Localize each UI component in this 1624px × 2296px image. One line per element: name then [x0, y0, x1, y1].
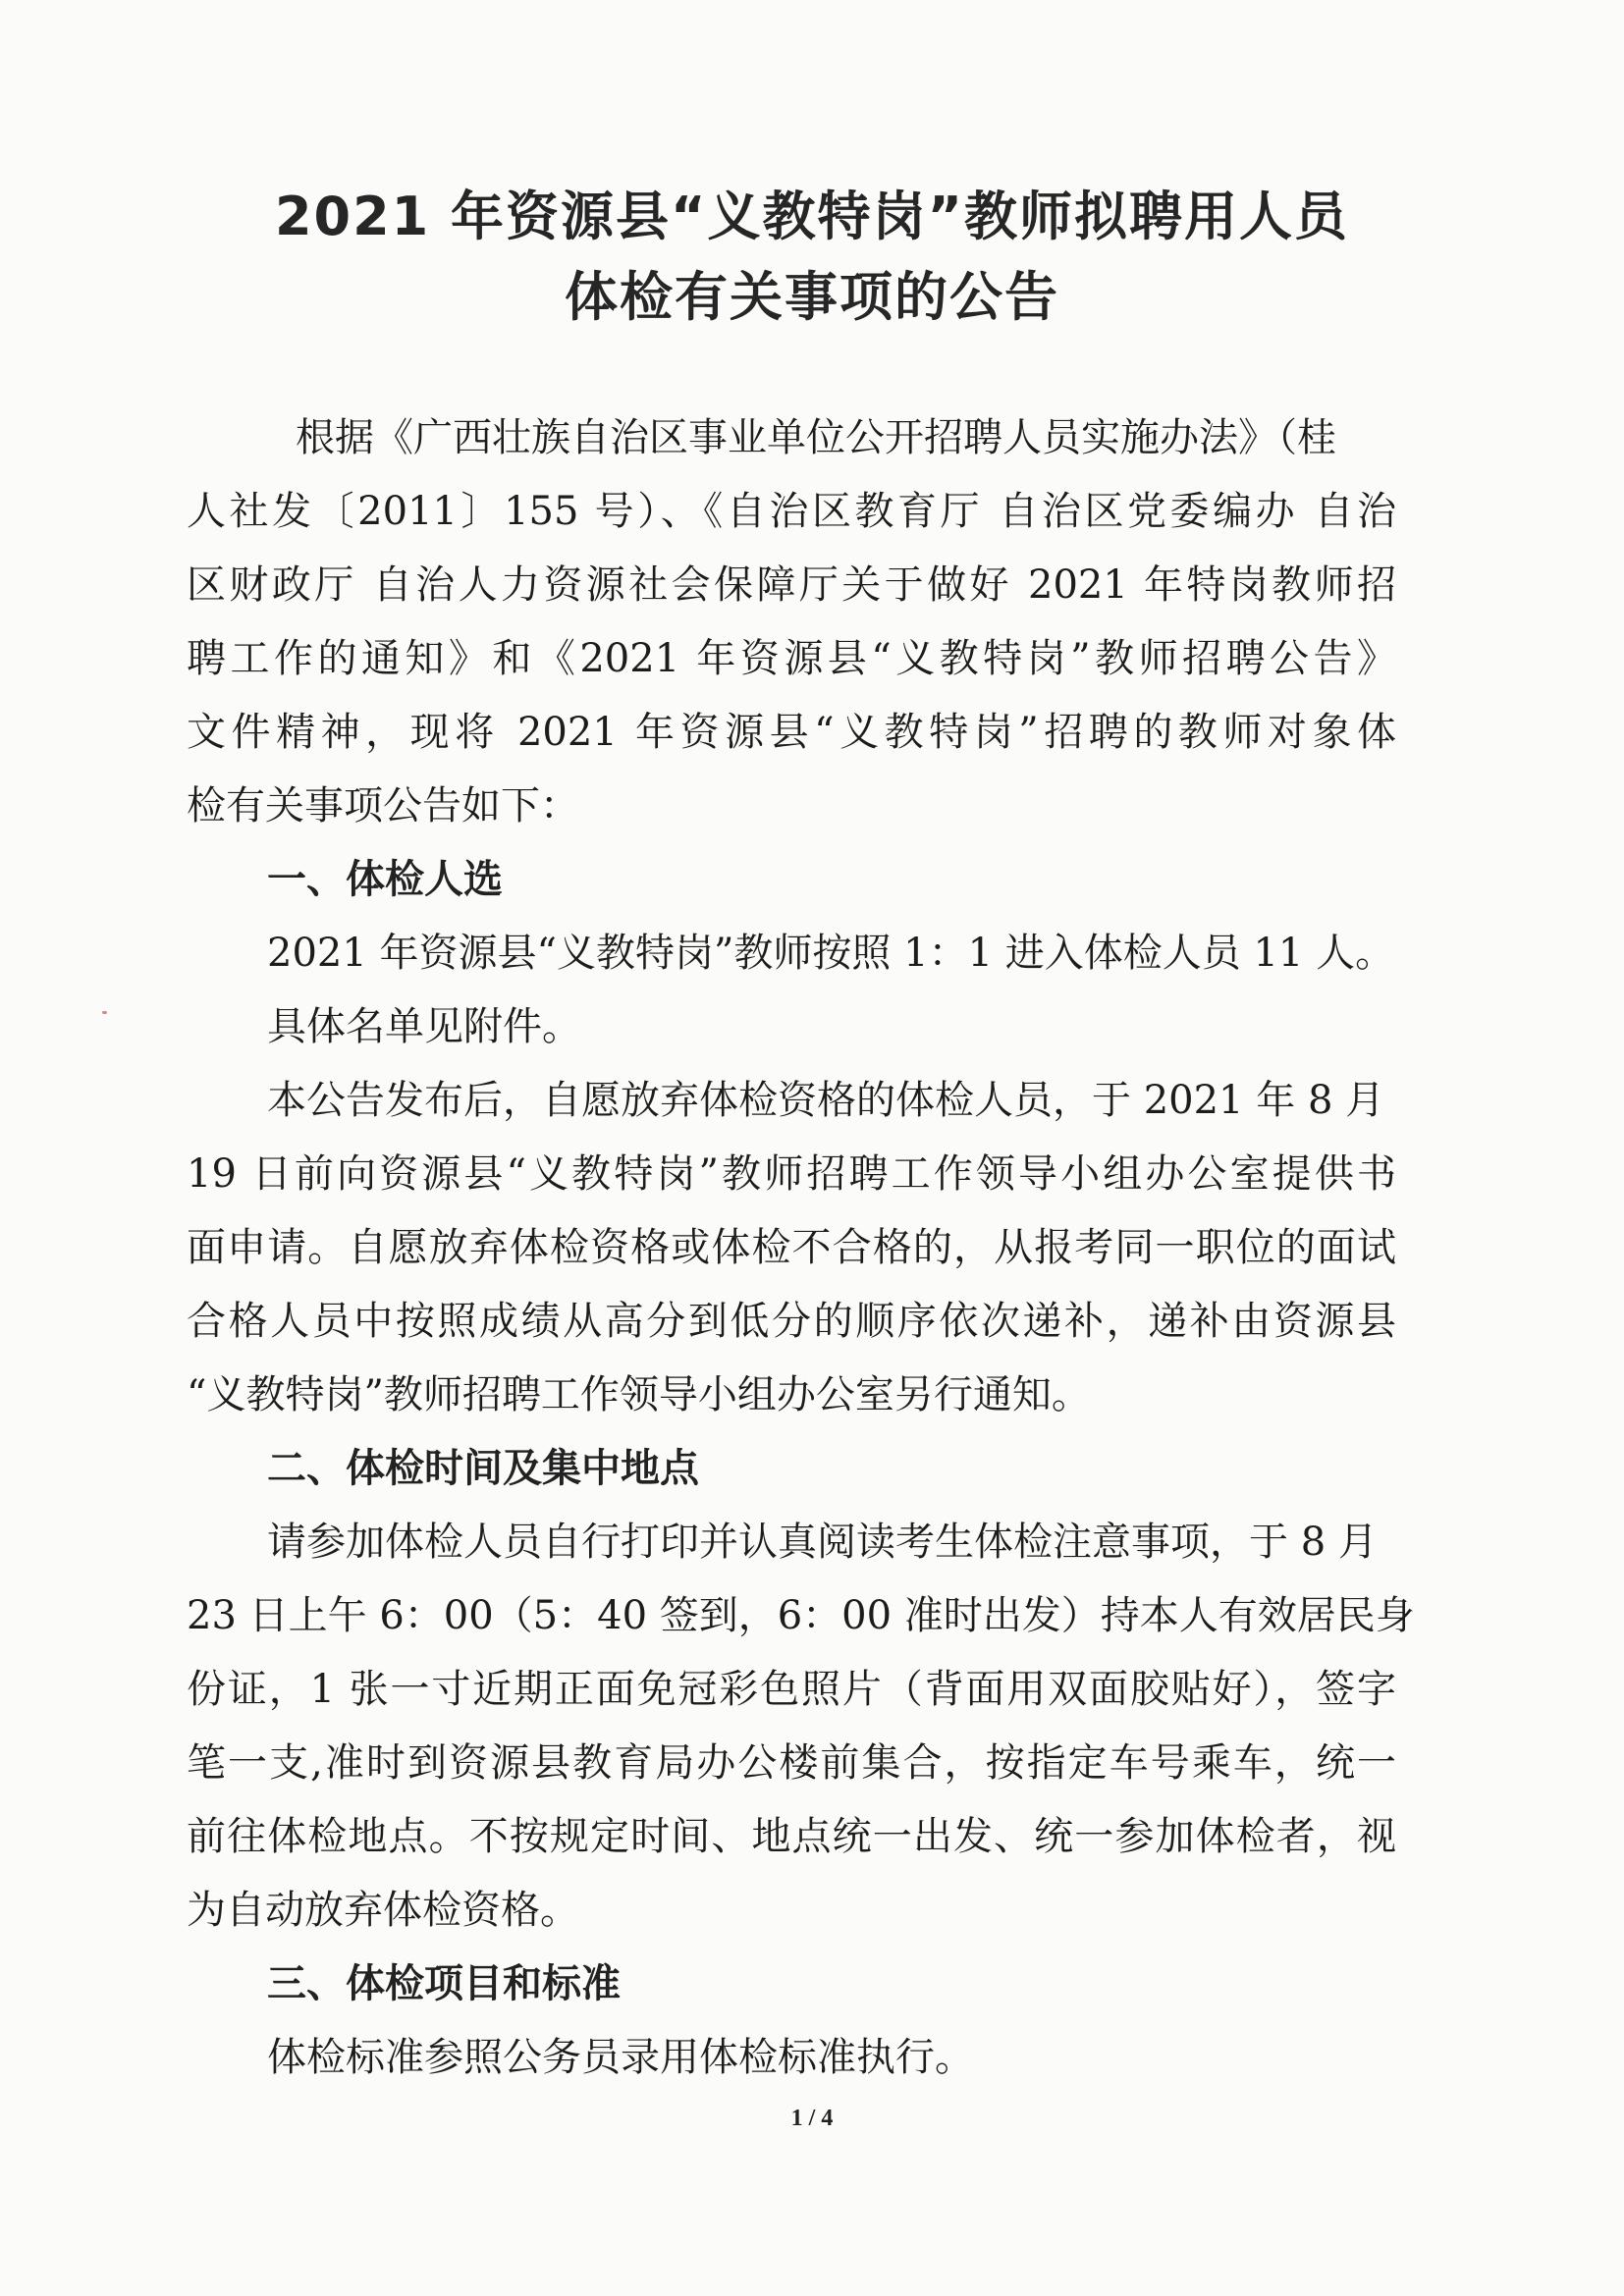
document-title-line-1: 2021 年资源县“义教特岗”教师拟聘用人员 — [274, 186, 1350, 247]
paragraph-line: 前往体检地点。不按规定时间、地点统一出发、统一参加体检者，视 — [187, 1814, 1396, 1859]
paragraph-line: 2021 年资源县“义教特岗”教师按照 1：1 进入体检人员 11 人。 — [267, 931, 1395, 976]
section-heading-2: 二、体检时间及集中地点 — [267, 1446, 699, 1491]
paragraph-line: 笔一支,准时到资源县教育局办公楼前集合，按指定车号乘车，统一 — [187, 1740, 1396, 1786]
paragraph-line: 检有关事项公告如下： — [187, 783, 579, 828]
page-number: 1 / 4 — [790, 2106, 834, 2131]
paragraph-line: 区财政厅 自治人力资源社会保障厅关于做好 2021 年特岗教师招 — [187, 562, 1396, 608]
paragraph-line: 根据《广西壮族自治区事业单位公开招聘人员实施办法》（桂 — [296, 415, 1336, 460]
paragraph-line: 聘工作的通知》和《2021 年资源县“义教特岗”教师招聘公告》 — [187, 636, 1396, 681]
paragraph-line: 体检标准参照公务员录用体检标准执行。 — [267, 2035, 974, 2080]
paragraph-line: 请参加体检人员自行打印并认真阅读考生体检注意事项，于 8 月 — [267, 1520, 1378, 1565]
paragraph-line: 本公告发布后，自愿放弃体检资格的体检人员，于 2021 年 8 月 — [267, 1078, 1385, 1123]
section-heading-1: 一、体检人选 — [267, 857, 503, 902]
paragraph-line: 19 日前向资源县“义教特岗”教师招聘工作领导小组办公室提供书 — [187, 1151, 1396, 1197]
paragraph-line: 合格人员中按照成绩从高分到低分的顺序依次递补，递补由资源县 — [187, 1299, 1396, 1344]
paragraph-line: 面申请。自愿放弃体检资格或体检不合格的，从报考同一职位的面试 — [187, 1225, 1396, 1270]
section-heading-3: 三、体检项目和标准 — [267, 1961, 621, 2006]
paragraph-line: 为自动放弃体检资格。 — [187, 1888, 579, 1933]
paragraph-line: 具体名单见附件。 — [267, 1004, 581, 1049]
scan-speck — [102, 1011, 107, 1014]
paragraph-line: 人社发〔2011〕155 号）、《自治区教育厅 自治区党委编办 自治 — [187, 489, 1396, 534]
paragraph-line: “义教特岗”教师招聘工作领导小组办公室另行通知。 — [187, 1372, 1091, 1417]
paragraph-line: 文件精神，现将 2021 年资源县“义教特岗”招聘的教师对象体 — [187, 710, 1396, 755]
paragraph-line: 份证，1 张一寸近期正面免冠彩色照片（背面用双面胶贴好），签字 — [187, 1667, 1396, 1712]
document-title-line-2: 体检有关事项的公告 — [565, 266, 1059, 328]
paragraph-line: 23 日上午 6：00（5：40 签到，6：00 准时出发）持本人有效居民身 — [187, 1593, 1415, 1638]
